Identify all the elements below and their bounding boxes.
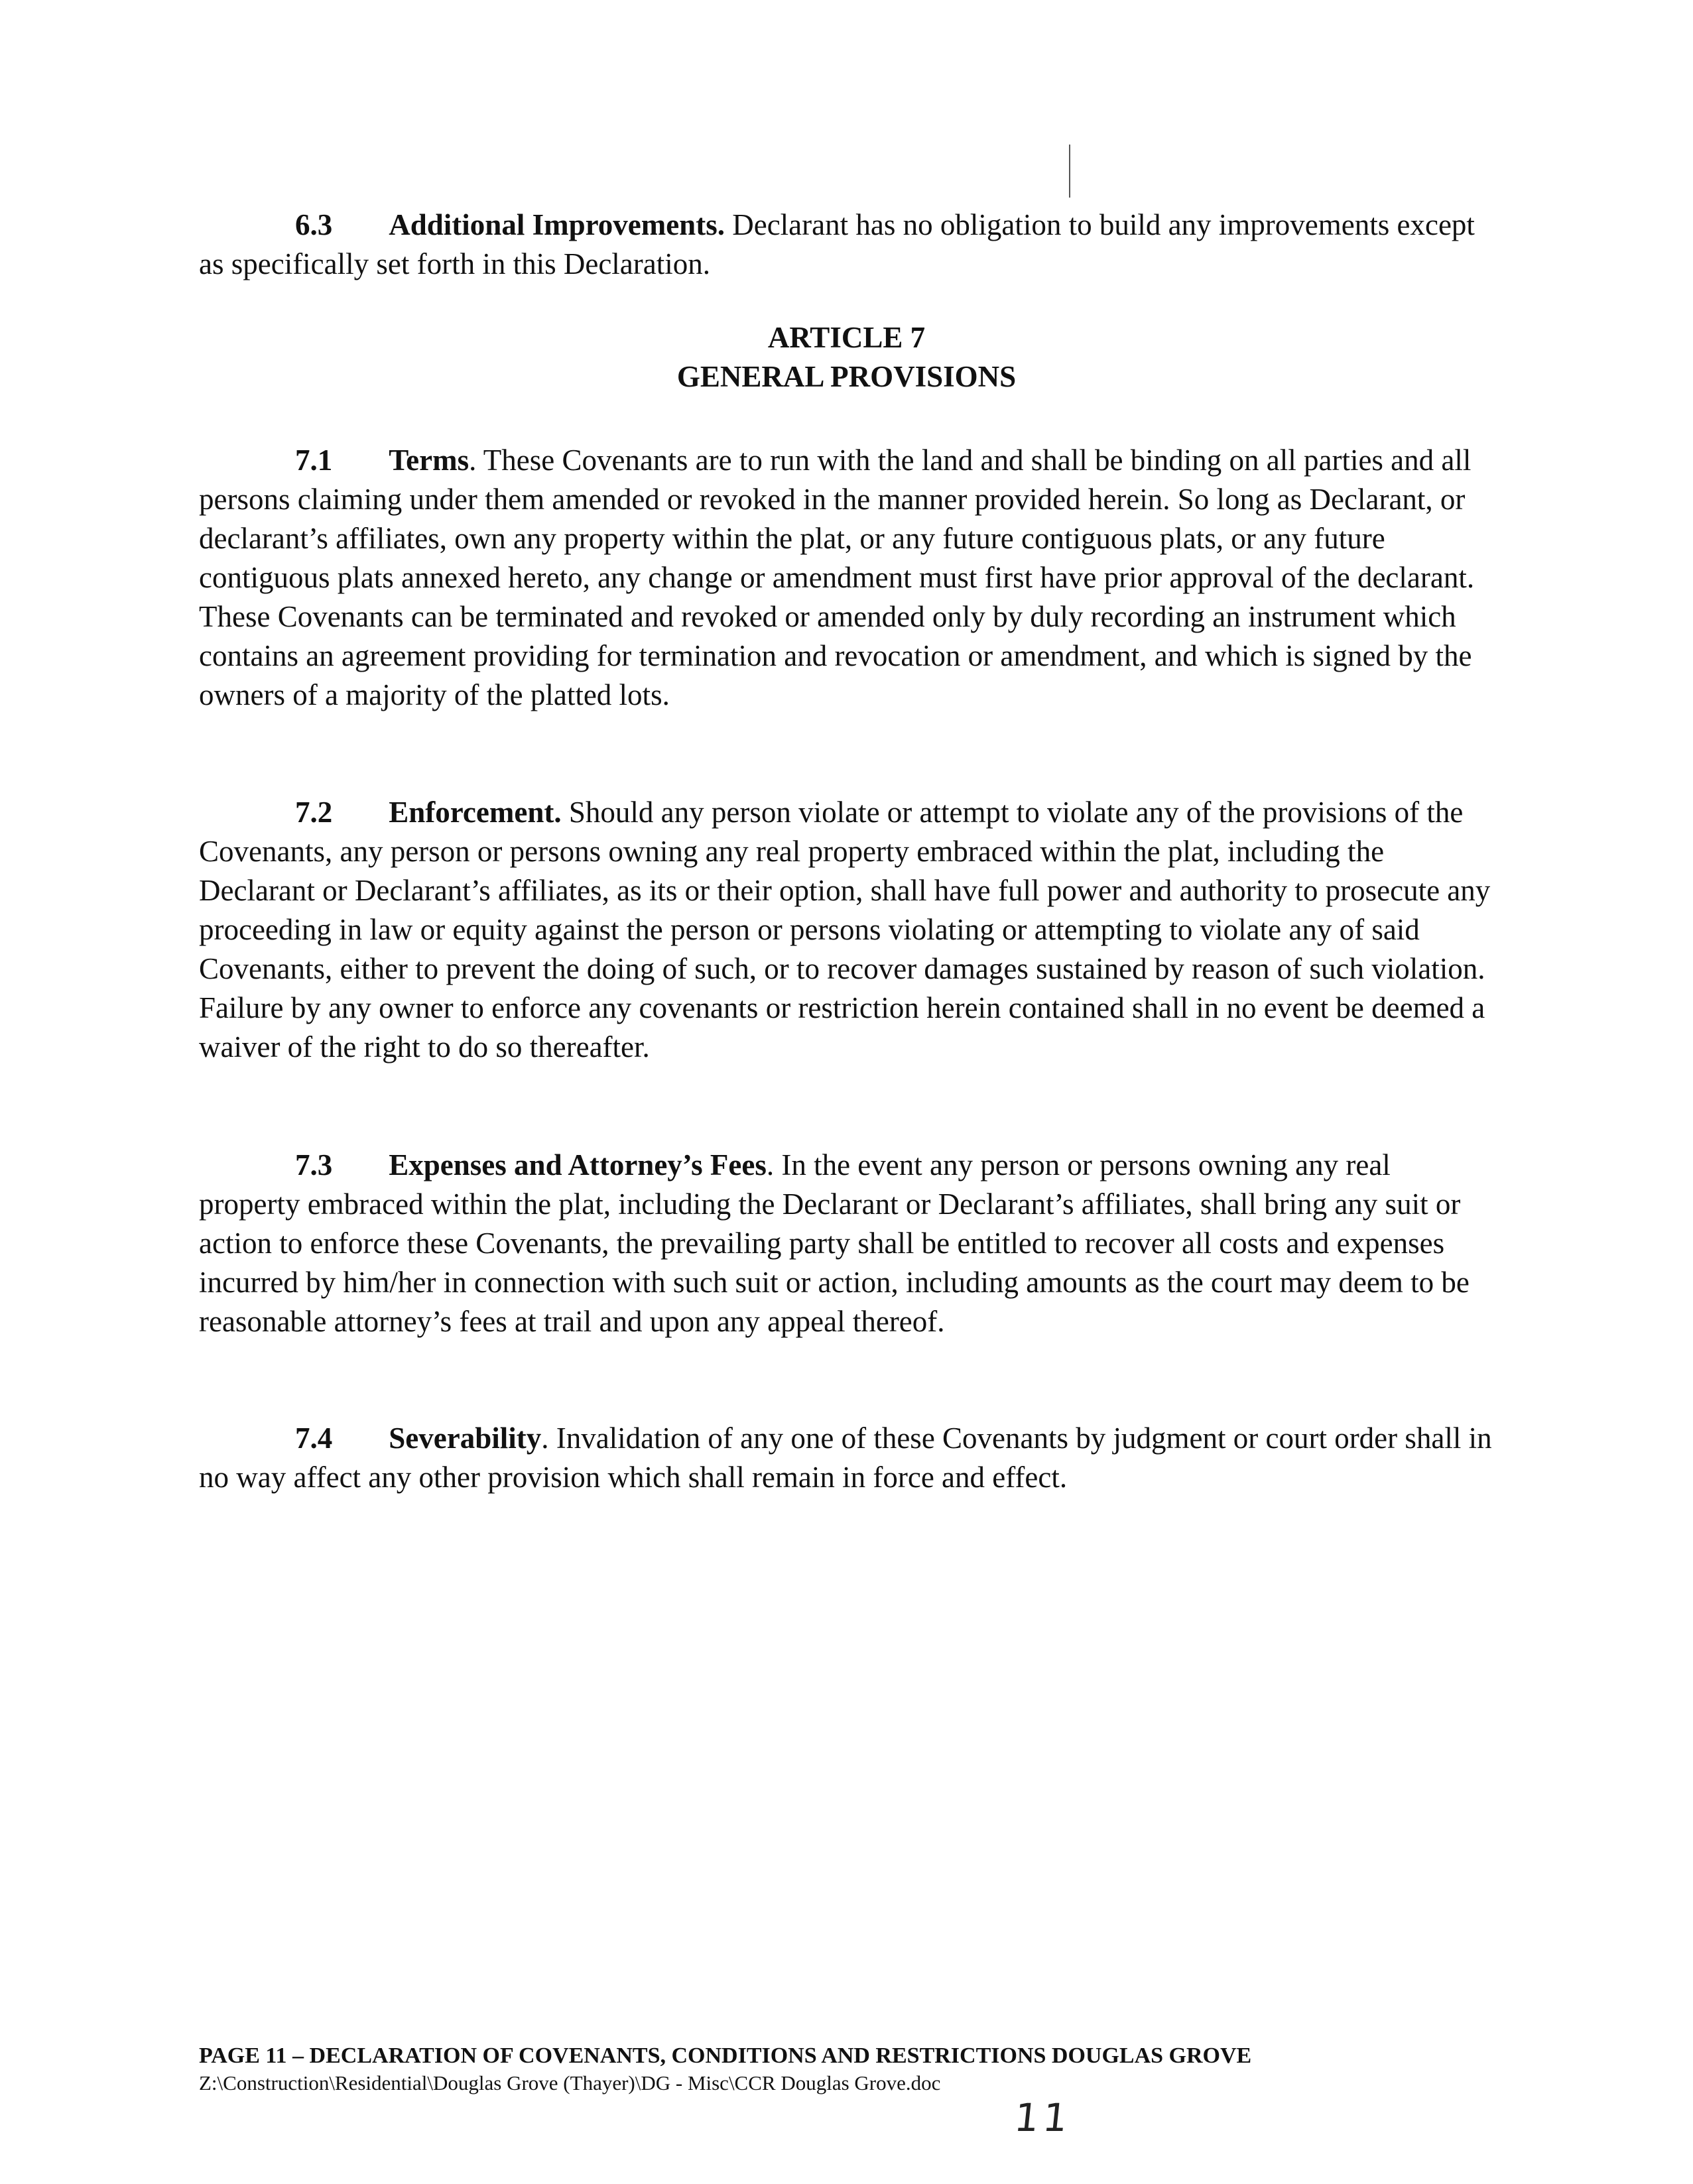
section-heading: Additional Improvements. (389, 208, 725, 241)
section-heading: Severability (389, 1422, 542, 1455)
section-number: 7.4 (295, 1422, 333, 1455)
footer-title: PAGE 11 – DECLARATION OF COVENANTS, CONDITIONS AND RESTRICTIONS DOUGLAS GROVE (199, 2043, 1252, 2068)
section-heading: Enforcement. (389, 796, 562, 829)
section-7-2 (199, 793, 1492, 1067)
section-7-1 (199, 441, 1492, 715)
section-text: . Invalidation of any one of these Covenants by judgment or court order shall in no way affect any other provision which shall remain in force and effect. (199, 1422, 1492, 1494)
section-text: . In the event any person or persons owning any real property embraced within the plat, including the Declarant or Declarant’s affiliates, shall bring any suit or action to enforce these Covenants, the prevailing party shall be entitled to recover all costs and expenses incurred by him/her in connection with such suit or action, including amounts as the court may deem to be reasonable attorney’s fees at trail and upon any appeal thereof. (199, 1148, 1470, 1338)
section-6-3 (199, 206, 1492, 284)
footer-file-path: Z:\Construction\Residential\Douglas Grove (Thayer)\DG - Misc\CCR Douglas Grove.doc (199, 2071, 941, 2094)
section-heading: Terms (389, 444, 470, 477)
section-heading: Expenses and Attorney’s Fees (389, 1148, 767, 1182)
article-subtitle: GENERAL PROVISIONS (676, 360, 1017, 393)
section-text: Declarant has no obligation to build any improvements except as specifically set forth in this Declaration. (199, 208, 1475, 280)
section-number: 6.3 (295, 208, 333, 241)
section-7-3 (199, 1146, 1492, 1341)
section-text: . These Covenants are to run with the land and shall be binding on all parties and all persons claiming under them amended or revoked in the manner provided herein. So long as Declarant, or declarant’s affiliates, own any property within the plat, or any future contiguous plats, or any future contiguous plats annexed hereto, any change or amendment must first have prior approval of the declarant. These Covenants can be terminated and revoked or amended only by duly recording an instrument which contains an agreement providing for termination and revocation or amendment, and which is signed by the owners of a majority of the platted lots. (199, 444, 1475, 711)
page-footer (199, 2042, 1525, 2096)
handwritten-page-number: 11 (1012, 2095, 1074, 2140)
scan-artifact-line (1069, 145, 1070, 198)
section-number: 7.3 (295, 1148, 333, 1182)
section-number: 7.1 (295, 444, 333, 477)
section-number: 7.2 (295, 796, 333, 829)
section-7-4 (199, 1419, 1492, 1497)
article-title: ARTICLE 7 (767, 321, 926, 354)
section-text: Should any person violate or attempt to violate any of the provisions of the Covenants, any person or persons owning any real property embraced within the plat, including the Declarant or Declarant’s affiliates, as its or their option, shall have full power and authority to prosecute any proceeding in law or equity against the person or persons violating or attempting to violate any of said Covenants, either to prevent the doing of such, or to recover damages sustained by reason of such violation. Failure by any owner to enforce any covenants or restriction herein contained shall in no event be deemed a waiver of the right to do so thereafter. (199, 796, 1491, 1063)
